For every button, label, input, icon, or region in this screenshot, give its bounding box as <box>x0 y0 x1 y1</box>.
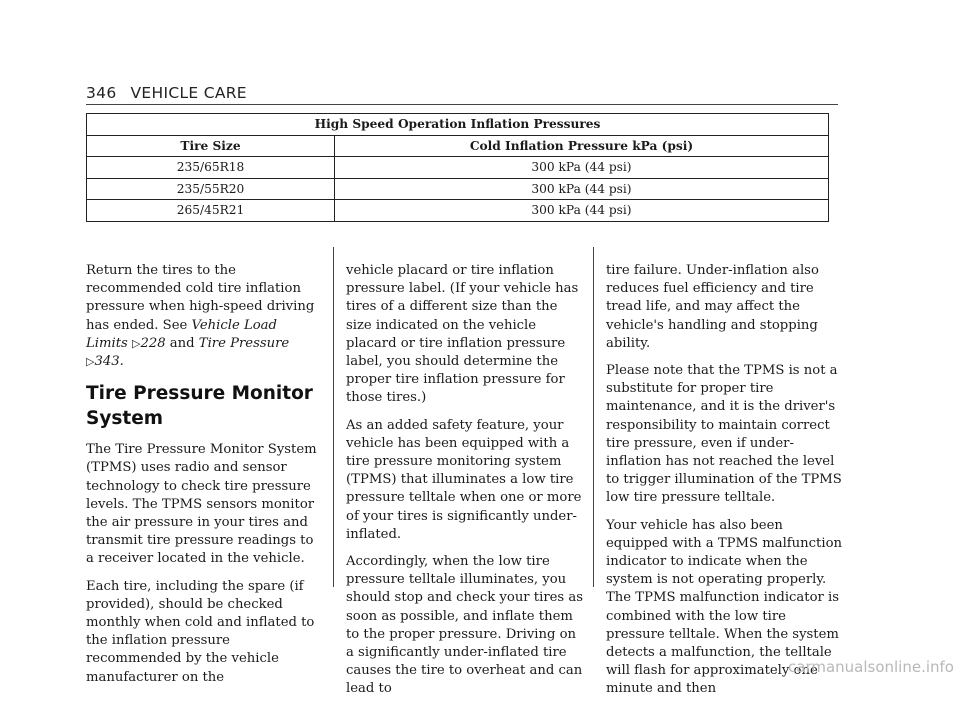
table-row <box>87 157 829 179</box>
paragraph: vehicle placard or tire inflation pressure label. (If your vehicle has tires of a different size than the size indicated on the vehicle placard or tire inflation pressure label, you should determine the proper tire inflation pressure for those tires.) <box>346 263 579 406</box>
col-header-tire-size: Tire Size <box>87 135 335 157</box>
cell-tire-size: 235/65R18 <box>87 157 335 179</box>
table-row <box>87 200 829 222</box>
xref-page: 343. <box>94 354 124 370</box>
text-column-3 <box>606 262 842 708</box>
col-header-pressure: Cold Inflation Pressure kPa (psi) <box>335 135 829 157</box>
connector-text: and <box>165 335 199 351</box>
paragraph: Each tire, including the spare (if provided), should be checked monthly when cold and inflated to the inflation pressure recommended by the vehicle manufacturer on the <box>86 578 315 685</box>
paragraph: Your vehicle has also been equipped with a TPMS malfunction indicator to indicate when the system is not operating properly. The TPMS malfunction indicator is combined with the low tire pressure telltale. When the system detects a malfunction, the telltale will flash for approximately one minute and then <box>606 517 843 697</box>
page-header <box>86 84 838 105</box>
paragraph: tire failure. Under-inflation also reduces fuel efficiency and tire tread life, and may affect the vehicle's handling and stopping ability. <box>606 263 819 351</box>
xref-title: Tire Pressure <box>198 335 290 351</box>
cell-pressure: 300 kPa (44 psi) <box>335 157 829 179</box>
page-reference-arrow-icon: ▷ <box>86 355 95 369</box>
cell-pressure: 300 kPa (44 psi) <box>335 200 829 222</box>
column-divider <box>593 247 594 587</box>
paragraph: As an added safety feature, your vehicle has been equipped with a tire pressure monitoring system (TPMS) that illuminates a low tire pressure telltale when one or more of your tires is significantly under-inflated. <box>346 417 582 542</box>
watermark: carmanualsonline.info <box>788 658 954 676</box>
page-reference-arrow-icon: ▷ <box>131 336 141 350</box>
paragraph: Please note that the TPMS is not a substitute for proper tire maintenance, and it is the driver's responsibility to maintain correct tire pressure, even if under-inflation has not reached the level to trigger illumination of the TPMS low tire pressure telltale. <box>606 363 842 506</box>
column-divider <box>333 247 334 587</box>
section-title: VEHICLE CARE <box>130 84 247 102</box>
inflation-pressure-table <box>86 113 829 222</box>
table-title: High Speed Operation Inflation Pressures <box>87 114 829 136</box>
table-header-row <box>87 135 829 157</box>
cell-tire-size: 235/55R20 <box>87 178 335 200</box>
section-heading: Tire Pressure Monitor System <box>86 383 313 430</box>
cell-tire-size: 265/45R21 <box>87 200 335 222</box>
text-column-2 <box>346 262 584 708</box>
cell-pressure: 300 kPa (44 psi) <box>335 178 829 200</box>
paragraph: The Tire Pressure Monitor System (TPMS) uses radio and sensor technology to check tire pressure levels. The TPMS sensors monitor the air pressure in your tires and transmit tire pressure readings to a receiver located in the vehicle. <box>86 442 317 567</box>
xref-page: 228 <box>140 335 166 351</box>
paragraph-text: Return the tires to the recommended cold tire inflation pressure when high-speed driving has ended. See <box>86 263 315 333</box>
paragraph: Accordingly, when the low tire pressure telltale illuminates, you should stop and check your tires as soon as possible, and inflate them to the proper pressure. Driving on a significantly under-inflated tire causes the tire to overheat and can lead to <box>346 554 584 697</box>
table-title-row <box>87 114 829 136</box>
xref-title: Vehicle Load Limits <box>86 317 277 351</box>
page-number: 346 <box>86 84 117 102</box>
text-column-1 <box>86 262 322 696</box>
table-row <box>87 178 829 200</box>
paragraph <box>86 262 322 371</box>
